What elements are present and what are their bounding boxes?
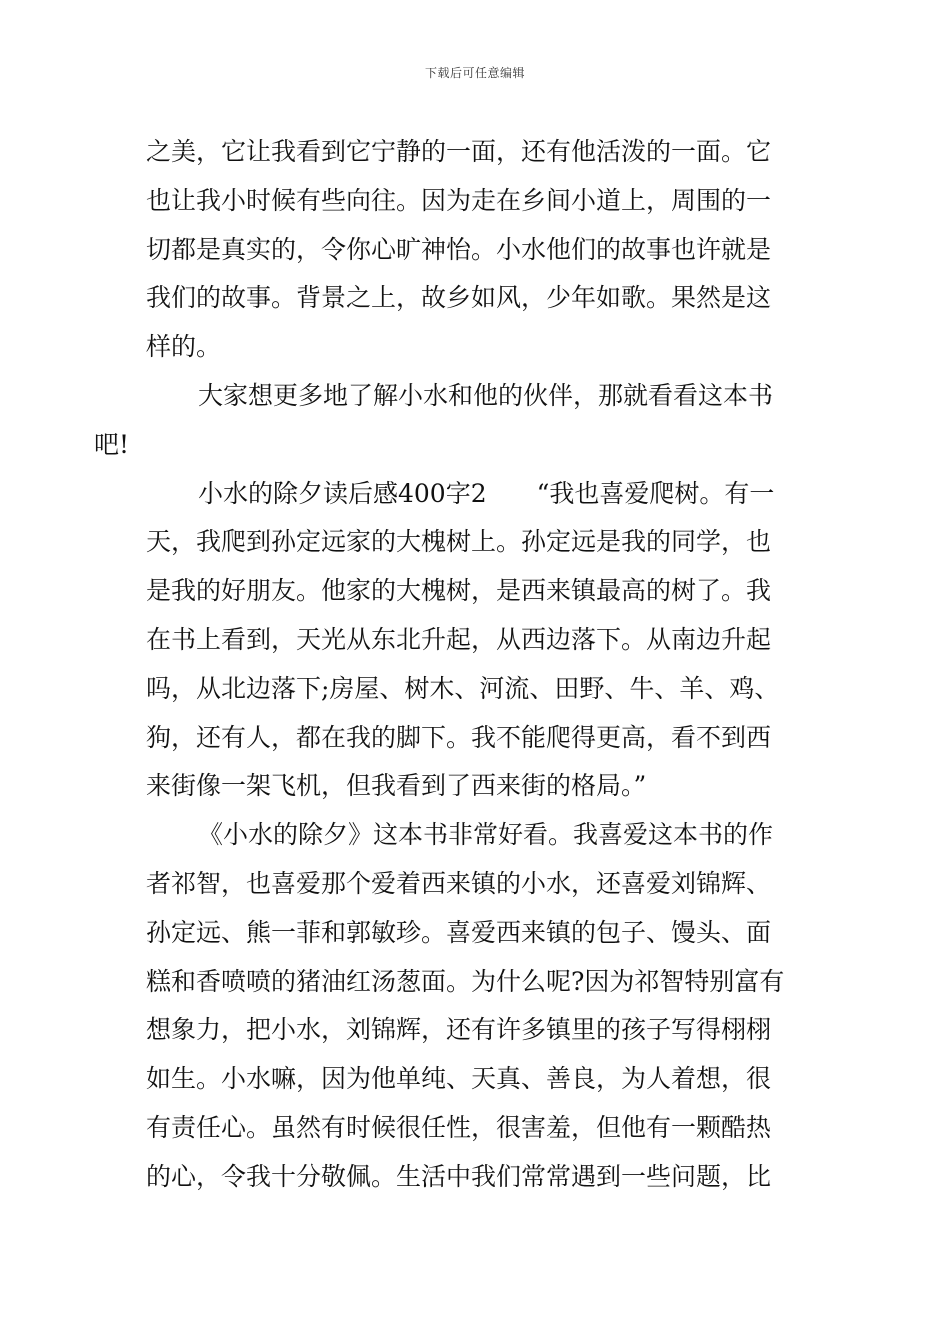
text-line: 是我的好朋友。他家的大槐树，是西来镇最高的树了。我 [146,576,772,606]
text-line: 样的。 [146,332,222,362]
text-line: 孙定远、熊一菲和郭敏珍。喜爱西来镇的包子、馒头、面 [146,917,772,947]
text-line: 者祁智，也喜爱那个爱着西来镇的小水，还喜爱刘锦辉、 [146,868,772,898]
document-body [94,128,806,1202]
text-line: 狗，还有人，都在我的脚下。我不能爬得更高，看不到西 [146,722,772,752]
text-line: 有责任心。虽然有时候很任性，很害羞，但他有一颗酷热 [146,1112,772,1142]
paragraph-1 [146,128,806,372]
text-line: 如生。小水嘛，因为他单纯、天真、善良，为人着想，很 [146,1064,772,1094]
text-line: 天，我爬到孙定远家的大槐树上。孙定远是我的同学，也 [146,527,772,557]
text-line: 切都是真实的，令你心旷神怡。小水他们的故事也许就是 [146,234,772,264]
paragraph-2 [94,372,806,470]
text-line: 想象力，把小水，刘锦辉，还有许多镇里的孩子写得栩栩 [146,1015,772,1045]
paragraph-4 [146,811,806,1201]
text-line: 来街像一架飞机，但我看到了西来街的格局。” [146,771,647,801]
text-line: 大家想更多地了解小水和他的伙伴，那就看看这本书 [198,380,774,410]
text-line: 我们的故事。背景之上，故乡如风，少年如歌。果然是这 [146,283,772,313]
page-header: 下载后可任意编辑 [424,66,525,80]
text-line: 之美，它让我看到它宁静的一面，还有他活泼的一面。它 [146,137,772,166]
text-line: 吧! [94,429,130,459]
paragraph-3 [146,470,806,812]
text-line: 在书上看到，天光从东北升起，从西边落下。从南边升起 [146,624,772,654]
text-line: 《小水的除夕》这本书非常好看。我喜爱这本书的作 [198,820,774,850]
text-line: 糕和香喷喷的猪油红汤葱面。为什么呢?因为祁智特别富有 [146,966,785,996]
text-line: 吗，从北边落下;房屋、树木、河流、田野、牛、羊、鸡、 [146,673,780,703]
text-line: 也让我小时候有些向往。因为走在乡间小道上，周围的一 [146,185,772,215]
text-line: 小水的除夕读后感400字2 “我也喜爱爬树。有一 [198,478,775,508]
text-line: 的心，令我十分敬佩。生活中我们常常遇到一些问题，比 [146,1161,772,1191]
